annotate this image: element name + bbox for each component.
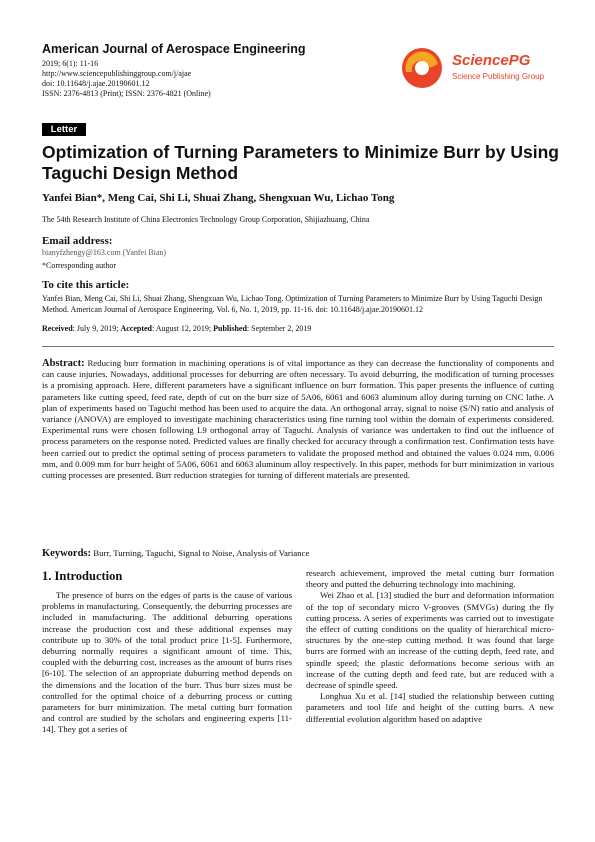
keywords-label: Keywords:	[42, 548, 91, 559]
keywords	[42, 548, 554, 559]
published-date: : September 2, 2019	[246, 324, 312, 333]
keywords-text: Burr, Turning, Taguchi, Signal to Noise, Analysis of Variance	[93, 548, 310, 558]
email-address[interactable]: bianyfzhengy@163.com (Yanfei Bian)	[42, 248, 167, 257]
body-paragraph: research achievement, improved the metal cutting burr formation theory and putted the deburring technology into machining.	[306, 568, 554, 590]
sciencepg-logo	[400, 46, 550, 90]
accepted-label: Accepted	[120, 324, 152, 333]
abstract-label: Abstract:	[42, 358, 85, 369]
paper-title: Optimization of Turning Parameters to Minimize Burr by Using Taguchi Design Method	[42, 142, 559, 183]
citation-text: Yanfei Bian, Meng Cai, Shi Li, Shuai Zhang, Shengxuan Wu, Lichao Tong. Optimization of Turning Parameters to Minimize Burr by Using Taguchi Design Method. American Journal of Aerospace Engineering. Vol. 6, No. 1, 2019, pp. 11-16. doi: 10.11648/j.ajae.20190601.12	[42, 294, 543, 314]
journal-issn: ISSN: 2376-4813 (Print); ISSN: 2376-4821 (Online)	[42, 89, 211, 98]
introduction-heading: 1. Introduction	[42, 569, 123, 583]
article-dates	[42, 324, 311, 333]
journal-volume: 2019; 6(1): 11-16	[42, 59, 99, 68]
author-list: Yanfei Bian*, Meng Cai, Shi Li, Shuai Zhang, Shengxuan Wu, Lichao Tong	[42, 192, 395, 204]
journal-url[interactable]: http://www.sciencepublishinggroup.com/j/ajae	[42, 69, 192, 78]
logo-subtitle: Science Publishing Group	[452, 72, 545, 81]
right-column	[306, 568, 554, 725]
body-paragraph: Longhua Xu et al. [14] studied the relationship between cutting parameters and tool life and height of the cutting burrs. A new differential evolution algorithm based on adaptive	[306, 691, 554, 724]
abstract-text: Reducing burr formation in machining operations is of vital importance as they can decrease the functionality of components and can cause injuries. Nowadays, additional processes for deburring are often necessary. To avoid deburring, the modification of turning processes is a promising approach. Here, different parameters have a significant influence on burr formation. This paper presents the influence of cutting parameters like cutting speed, feed rate, depth of cut on the burr size of 5A06, 6061 and 6063 aluminum alloy during turning on CNC lathe. A plan of experiments based on Taguchi method has been used to acquire the data. An orthogonal array, signal to noise (S/N) ratio and analysis of variance (ANOVA) are employed to investigate machining characteristics using fine turning tool within the domain of experiments considered. Experimental runs were chosen following L9 orthogonal array of Taguchi. Analysis of variance was undertaken to find out the influence of process parameters on the response noted. Predicted values are finally checked for accuracy through a confirmation test. Confirmation tests have been carried out to predict the optimal setting of process parameters to validate the proposed method and obtained the values 0.024 mm, 0.006 mm, and 0.009 mm for burr height of 5A06, 6061 and 6063 aluminum alloy respectively. In this paper, methods for burr minimization in various cutting processes are presented. Burr reduction strategies for turning of different materials are presented.	[42, 358, 555, 481]
left-column	[42, 590, 292, 736]
received-date: : July 9, 2019;	[72, 324, 121, 333]
abstract	[42, 358, 554, 481]
cite-heading: To cite this article:	[42, 279, 130, 291]
article-type-badge: Letter	[42, 123, 86, 136]
email-heading: Email address:	[42, 235, 113, 247]
received-label: Received	[42, 324, 73, 333]
published-label: Published	[213, 324, 247, 333]
body-paragraph: Wei Zhao et al. [13] studied the burr and deformation information of the top of secondary micro V-grooves (SMVGs) during the fly cutting process. A series of experiments was carried out to investigate the effect of cutting conditions on the quality of hierarchical micro-structures by the one-step cutting method. It was found that large burrs are formed with an increase of the cutting depth, feed rate, and spindle speed; the plastic deformations become serious with an increase of the cutting depth and feed rate, but are reduced with a decrease of spindle speed.	[306, 590, 554, 691]
journal-doi: doi: 10.11648/j.ajae.20190601.12	[42, 79, 150, 88]
accepted-date: : August 12, 2019;	[151, 324, 214, 333]
corresponding-note: *Corresponding author	[42, 261, 116, 270]
header-divider	[42, 346, 554, 347]
logo-brand: SciencePG	[452, 52, 531, 69]
body-paragraph: The presence of burrs on the edges of parts is the cause of various problems in manufacturing. Consequently, the deburring processes are included in manufacturing. The additional deburring operations increase the production cost and these additional expenses may contribute up to 30% of the total product price [1-5]. Furthermore, deburring normally requires a significant amount of time. This, coupled with the deburring cost, increases as the amount of burrs rises [6-10]. The selection of an appropriate duburring method depends on the dimensions and the location of the burr. Thus burr sizes must be controlled for the optimal choice of a deburring process or cutting parameters for burr minimization. The metal cutting burr formation and control are studied by the scholars and engineering experts [11-14]. They got a series of	[42, 590, 292, 735]
journal-title: American Journal of Aerospace Engineering	[42, 42, 306, 56]
affiliation: The 54th Research Institute of China Electronics Technology Group Corporation, Shijiazhuang, China	[42, 215, 370, 224]
sciencepg-logo-icon	[400, 46, 444, 90]
